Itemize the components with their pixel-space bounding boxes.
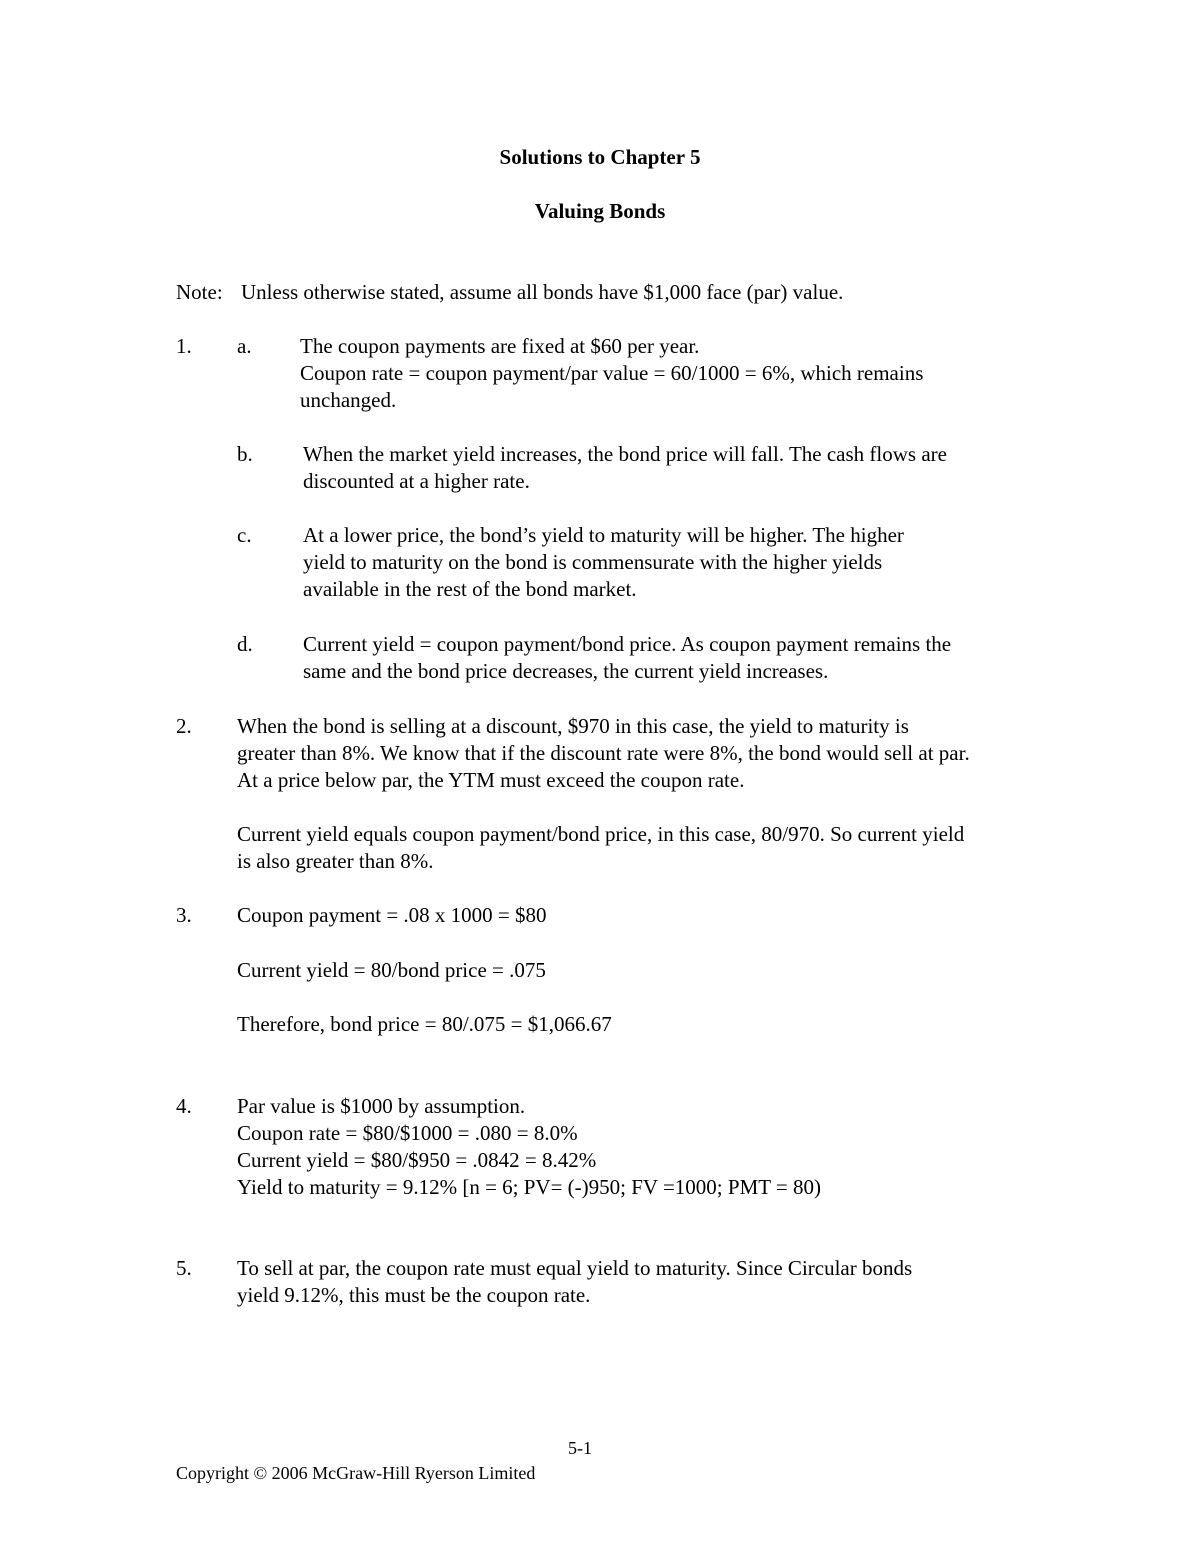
problem-1a-line: The coupon payments are fixed at $60 per year. [300, 334, 700, 358]
problem-2-line: When the bond is selling at a discount, $970 in this case, the yield to maturity is [237, 714, 909, 738]
problem-2-number: 2. [176, 714, 192, 738]
problem-1a-letter: a. [237, 334, 252, 358]
problem-1-number: 1. [176, 334, 192, 358]
problem-1d-letter: d. [237, 632, 253, 656]
copyright-notice: Copyright © 2006 McGraw-Hill Ryerson Limited [176, 1463, 536, 1483]
problem-1b-letter: b. [237, 442, 253, 466]
problem-4-number: 4. [176, 1094, 192, 1118]
problem-3-line: Coupon payment = .08 x 1000 = $80 [237, 903, 547, 927]
problem-4-line: Yield to maturity = 9.12% [n = 6; PV= (-)950; FV =1000; PMT = 80) [237, 1175, 822, 1199]
problem-1b-line: discounted at a higher rate. [303, 469, 530, 493]
page-subtitle: Valuing Bonds [534, 199, 666, 223]
problem-1a-line: Coupon rate = coupon payment/par value = 60/1000 = 6%, which remains [300, 361, 924, 385]
problem-3-number: 3. [176, 903, 192, 927]
problem-2-line: At a price below par, the YTM must exceed the coupon rate. [237, 768, 745, 792]
problem-4-line: Par value is $1000 by assumption. [237, 1094, 526, 1118]
problem-4-line: Coupon rate = $80/$1000 = .080 = 8.0% [237, 1121, 578, 1145]
problem-5-number: 5. [176, 1256, 192, 1280]
problem-1b-line: When the market yield increases, the bond price will fall. The cash flows are [303, 442, 947, 466]
problem-2-line: Current yield equals coupon payment/bond price, in this case, 80/970. So current yield [237, 822, 965, 846]
problem-1d-line: Current yield = coupon payment/bond price. As coupon payment remains the [303, 632, 952, 656]
page-title: Solutions to Chapter 5 [499, 145, 701, 169]
problem-1c-line: At a lower price, the bond’s yield to maturity will be higher. The higher [303, 523, 904, 547]
note-label: Note: [176, 280, 223, 304]
problem-5-line: To sell at par, the coupon rate must equal yield to maturity. Since Circular bonds [237, 1256, 913, 1280]
problem-1c-letter: c. [237, 523, 252, 547]
problem-2-line: greater than 8%. We know that if the discount rate were 8%, the bond would sell at par. [237, 741, 970, 765]
problem-2-line: is also greater than 8%. [237, 849, 434, 873]
problem-4-line: Current yield = $80/$950 = .0842 = 8.42% [237, 1148, 597, 1172]
problem-5-line: yield 9.12%, this must be the coupon rate. [237, 1283, 591, 1307]
problem-3-line: Current yield = 80/bond price = .075 [237, 958, 546, 982]
page-number: 5-1 [568, 1438, 592, 1458]
problem-1d-line: same and the bond price decreases, the current yield increases. [303, 659, 829, 683]
problem-1c-line: available in the rest of the bond market. [303, 577, 637, 601]
problem-3-line: Therefore, bond price = 80/.075 = $1,066.67 [237, 1012, 612, 1036]
problem-1a-line: unchanged. [300, 388, 397, 412]
note-text: Unless otherwise stated, assume all bonds have $1,000 face (par) value. [241, 280, 844, 304]
problem-1c-line: yield to maturity on the bond is commensurate with the higher yields [303, 550, 883, 574]
